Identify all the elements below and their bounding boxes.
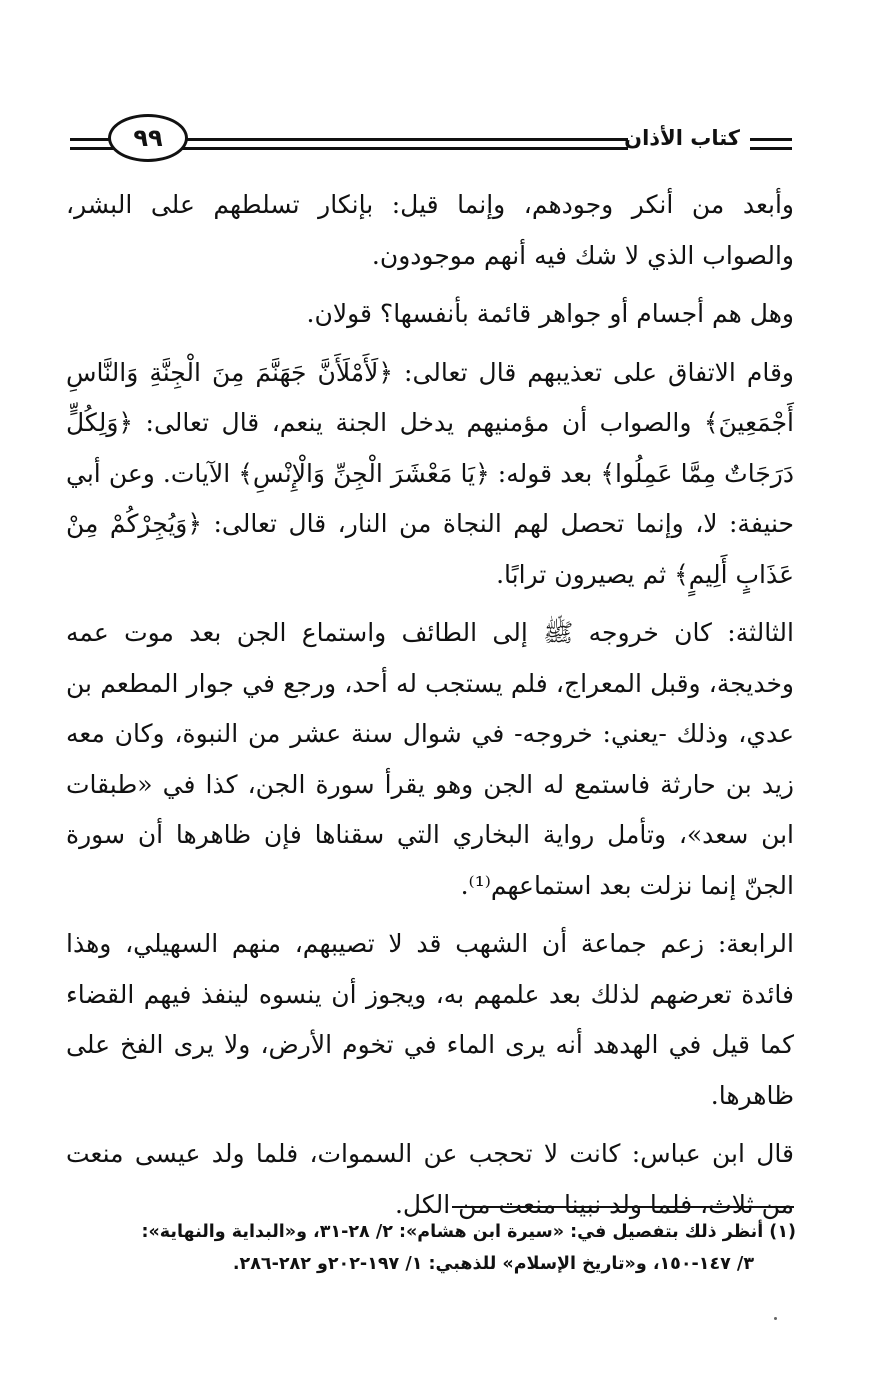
text-line: الآيات. وعن أبي حنيفة: لا، وإنما تحصل لهم النجاة من النار، قال — [66, 458, 795, 538]
running-header — [70, 108, 792, 168]
text-line: معه زيد بن حارثة فاستمع له الجن وهو يقرأ سورة الجن، كذا في — [66, 719, 794, 799]
text-line: تعالى: ﴿وَيُجِرْكُمْ مِنْ عَذَابٍ أَلِيمٍ﴾ ثم يصيرون ترابًا. — [66, 509, 794, 589]
text-line: الرابعة: زعم جماعة أن الشهب قد لا تصيبهم، منهم السهيلي، — [125, 929, 794, 958]
paragraph-1 — [66, 180, 794, 281]
book-title: كتاب الأذان — [624, 126, 740, 150]
text-line: القضاء كما قيل في الهدهد أنه يرى الماء في تخوم الأرض، ولا يرى — [66, 979, 794, 1059]
page-number: ٩٩ — [133, 124, 163, 152]
paragraph-2 — [66, 289, 794, 340]
text-line: الثالثة: كان خروجه ﷺ إلى الطائف واستماع الجن بعد موت عمه — [66, 618, 794, 647]
text-line: وقام الاتفاق على تعذيبهم قال تعالى: ﴿لَأَمْلَأَنَّ جَهَنَّمَ مِنَ الْجِنَّةِ — [149, 357, 794, 387]
text-line: سورة الجنّ إنما نزلت بعد استماعهم⁽¹⁾. — [66, 820, 794, 900]
text-line: والصواب الذي لا شك فيه أنهم موجودون. — [371, 240, 794, 270]
paragraph-6 — [66, 1129, 794, 1230]
paragraph-4 — [66, 608, 794, 911]
scan-speck — [774, 1317, 777, 1320]
paragraph-5 — [66, 919, 794, 1121]
footnote-1-line-1: (١) أنظر ذلك بتفصيل في: «سيرة ابن هشام»: ٢/ ٢٨-٣١، و«البداية والنهاية»: — [141, 1222, 796, 1242]
header-rule-middle — [182, 138, 628, 150]
footnote-separator — [452, 1206, 794, 1208]
text-line: قال ابن عباس: كانت لا تحجب عن السموات، فلما ولد عيسى — [134, 1139, 794, 1168]
text-line: منعت من ثلاث، فلما ولد نبينا منعت من الكل. — [66, 1139, 794, 1219]
paragraph-3 — [66, 348, 794, 601]
text-line: بن عدي، وذلك -يعني: خروجه- في شوال سنة عشر من النبوة، وكان — [66, 668, 794, 748]
footnote-1-line-2: ٣/ ١٤٧-١٥٠، و«تاريخ الإسلام» للذهبي: ١/ ١٩٧-٢٠٢و ٢٨٢-٢٨٦. — [232, 1254, 754, 1274]
text-line: وَالنَّاسِ أَجْمَعِينَ﴾ والصواب أن مؤمنيهم يدخل الجنة ينعم، قال تعالى: — [66, 357, 794, 437]
footnotes — [96, 1216, 796, 1280]
text-line: الفخ على ظاهرها. — [66, 1030, 794, 1110]
header-rule-right — [750, 138, 792, 150]
text-line: وهذا فائدة تعرضهم لذلك بعد علمهم به، ويجوز أن ينسوه لينفذ فيهم — [66, 929, 794, 1009]
text-line: ﴿وَلِكُلٍّ دَرَجَاتٌ مِمَّا عَمِلُوا﴾ بعد قوله: ﴿يَا مَعْشَرَ الْجِنِّ وَالْإِنْسِ﴾ — [66, 408, 794, 488]
page-number-oval — [108, 114, 188, 162]
text-line: «طبقات ابن سعد»، وتأمل رواية البخاري التي سقناها فإن ظاهرها أن — [66, 769, 794, 849]
text-line: وهل هم أجسام أو جواهر قائمة بأنفسها؟ قولان. — [306, 299, 794, 328]
main-text — [66, 180, 794, 1230]
text-line: وأبعد من أنكر وجودهم، وإنما قيل: بإنكار تسلطهم على البشر، — [66, 190, 794, 219]
text-line: وخديجة، وقبل المعراج، فلم يستجب له أحد، ورجع في جوار المطعم — [100, 668, 794, 698]
